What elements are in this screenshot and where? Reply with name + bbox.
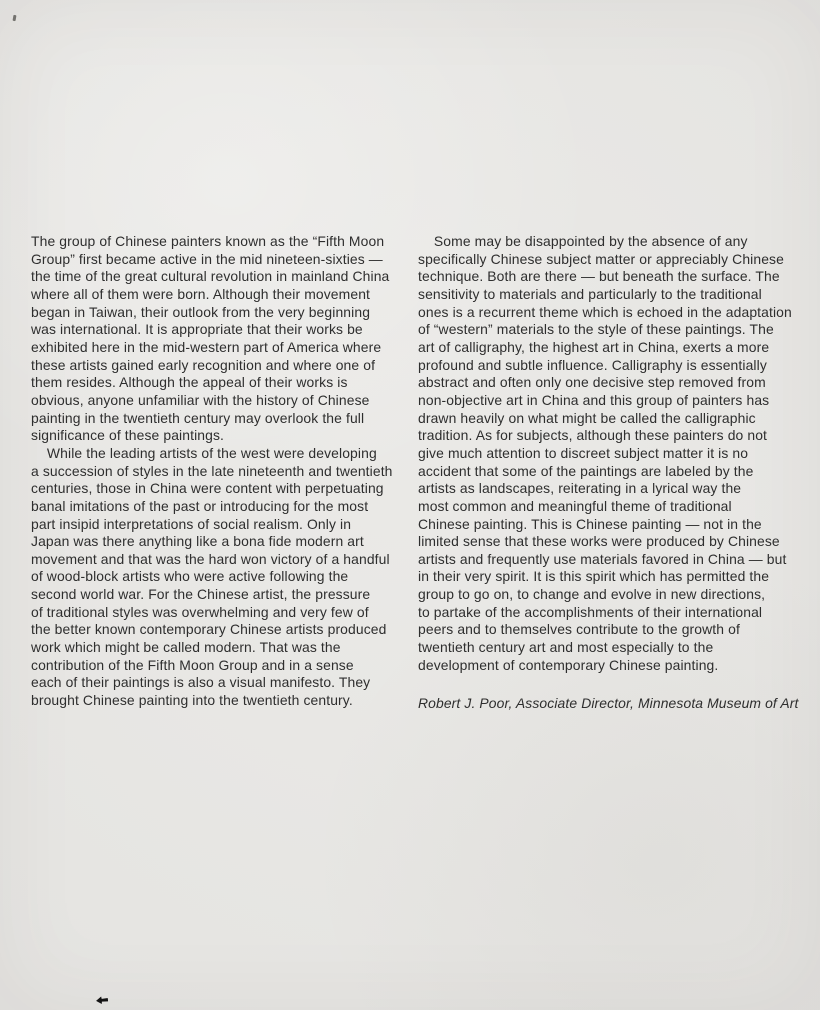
text-line: tradition. As for subjects, although these painters do not [418, 427, 768, 444]
text-line: obvious, anyone unfamiliar with the history of Chinese [31, 391, 370, 408]
text-line: profound and subtle influence. Calligraphy is essentially [418, 356, 767, 373]
text-line: specifically Chinese subject matter or appreciably Chinese [418, 250, 784, 267]
text-line: Some may be disappointed by the absence of any [418, 233, 748, 249]
text-line: began in Taiwan, their outlook from the very beginning [31, 303, 371, 320]
text-line: brought Chinese painting into the twentieth century. [31, 692, 353, 709]
text-line: Group” first became active in the mid nineteen-sixties — [31, 250, 383, 267]
text-line: part insipid interpretations of social realism. Only in [31, 515, 352, 532]
text-line: The group of Chinese painters known as the “Fifth Moon [31, 233, 385, 249]
text-line: contribution of the Fifth Moon Group and in a sense [31, 656, 354, 673]
text-line: to partake of the accomplishments of their international [418, 603, 763, 620]
text-line: limited sense that these works were produced by Chinese [418, 533, 780, 550]
text-line: artists and frequently use materials favored in China — but [418, 550, 787, 567]
text-line: While the leading artists of the west were developing [31, 444, 377, 461]
text-line: Japan was there anything like a bona fide modern art [31, 533, 364, 550]
text-line: of traditional styles was overwhelming and very few of [31, 603, 369, 620]
text-line: abstract and often only one decisive step removed from [418, 374, 766, 391]
paragraph-western-artists [31, 445, 411, 710]
text-line: work which might be called modern. That was the [31, 639, 341, 656]
text-line: artists as landscapes, reiterating in a lyrical way the [418, 480, 742, 497]
text-line: painting in the twentieth century may overlook the full [31, 409, 365, 426]
text-line: these artists gained early recognition and where one of [31, 356, 376, 373]
text-line: sensitivity to materials and particularly to the traditional [418, 285, 762, 302]
byline: Robert J. Poor, Associate Director, Minnesota Museum of Art [418, 695, 799, 712]
text-line: drawn heavily on what might be called the calligraphic [418, 409, 756, 426]
text-line: in their very spirit. It is this spirit which has permitted the [418, 568, 770, 585]
text-line: non-objective art in China and this group of painters has [418, 391, 770, 408]
text-line: the time of the great cultural revolution in mainland China [31, 268, 390, 285]
text-line: movement and that was the hard won victory of a handful [31, 550, 390, 567]
text-line: give much attention to discreet subject matter it is no [418, 444, 749, 461]
text-line: banal imitations of the past or introducing for the most [31, 497, 369, 514]
text-line: them resides. Although the appeal of their works is [31, 374, 348, 391]
text-column-left [31, 233, 411, 710]
text-line: of wood-block artists who were active following the [31, 568, 349, 585]
text-line: group to go on, to change and evolve in new directions, [418, 586, 766, 603]
text-line: development of contemporary Chinese painting. [418, 656, 719, 673]
text-line: a succession of styles in the late nineteenth and twentieth [31, 462, 393, 479]
text-line: accident that some of the paintings are labeled by the [418, 462, 754, 479]
text-line: peers and to themselves contribute to the growth of [418, 621, 740, 638]
text-line: technique. Both are there — but beneath the surface. The [418, 268, 780, 285]
text-line: was international. It is appropriate that their works be [31, 321, 363, 338]
text-line: the better known contemporary Chinese artists produced [31, 621, 387, 638]
text-line: Chinese painting. This is Chinese painting — not in the [418, 515, 762, 532]
text-column-right [418, 233, 804, 713]
text-line: each of their paintings is also a visual manifesto. They [31, 674, 371, 691]
text-line: ones is a recurrent theme which is echoed in the adaptation [418, 303, 792, 320]
text-line: centuries, those in China were content with perpetuating [31, 480, 384, 497]
text-line: where all of them were born. Although their movement [31, 285, 371, 302]
text-line: most common and meaningful theme of traditional [418, 497, 732, 514]
text-line: twentieth century art and most especially to the [418, 639, 714, 656]
paragraph-intro [31, 233, 411, 445]
text-line: of “western” materials to the style of these paintings. The [418, 321, 774, 338]
text-line: second world war. For the Chinese artist, the pressure [31, 586, 371, 603]
text-line: art of calligraphy, the highest art in China, exerts a more [418, 338, 770, 355]
text-line: significance of these paintings. [31, 427, 225, 444]
text-line: exhibited here in the mid-western part of America where [31, 338, 382, 355]
paragraph-chinese-technique [418, 233, 804, 674]
